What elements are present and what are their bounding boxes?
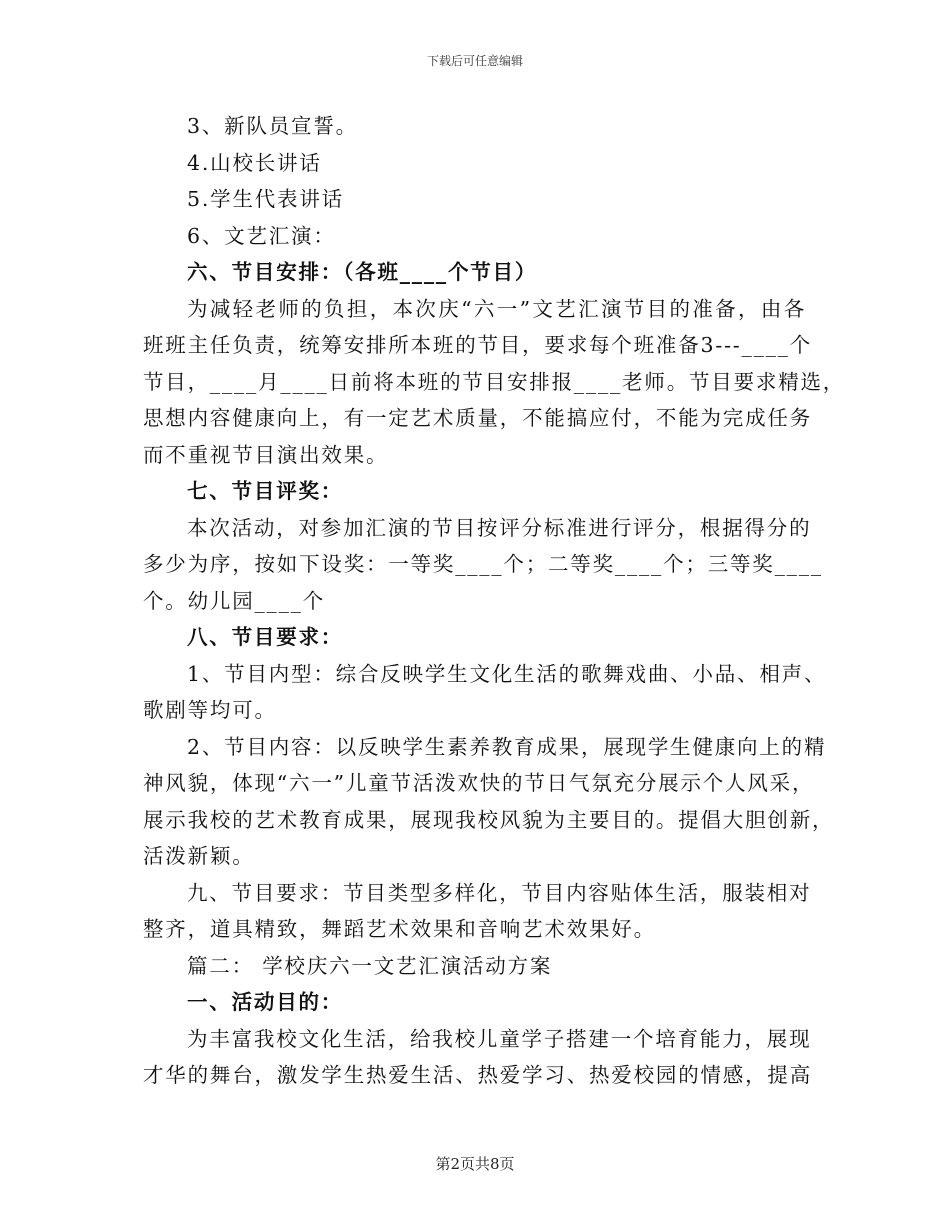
paragraph-line: 活泼新颖。 (143, 844, 255, 868)
paragraph-line: 2、节目内容：以反映学生素养教育成果，展现学生健康向上的精 (187, 734, 827, 759)
paragraph-line: 为减轻老师的负担，本次庆“六一”文艺汇演节目的准备，由各 (187, 296, 806, 321)
list-item: 6、文艺汇演： (187, 223, 336, 248)
paragraph-line: 本次活动，对参加汇演的节目按评分标准进行评分，根据得分的 (187, 515, 812, 540)
document-body (143, 108, 846, 1094)
subtitle: 篇二： 学校庆六一文艺汇演活动方案 (187, 953, 553, 978)
paragraph-line: 而不重视节目演出效果。 (143, 442, 389, 467)
paragraph-line: 多少为序，按如下设奖：一等奖____个；二等奖____个；三等奖____ (143, 552, 823, 576)
list-item: 3、新队员宣誓。 (187, 114, 358, 138)
paragraph-line: 班班主任负责，统筹安排所本班的节目，要求每个班准备3---____个 (143, 333, 813, 357)
paragraph-line: 个。幼儿园____个 (143, 588, 325, 613)
paragraph-line: 九、节目要求：节目类型多样化，节目内容贴体生活，服装相对 (187, 880, 812, 905)
list-item: 5.学生代表讲话 (187, 187, 344, 211)
paragraph-line: 歌剧等均可。 (143, 698, 277, 722)
paragraph-line: 整齐，道具精致，舞蹈艺术效果和音响艺术效果好。 (143, 917, 656, 941)
paragraph-line: 神风貌，体现“六一”儿童节活泼欢快的节日气氛充分展示个人风采， (143, 771, 815, 795)
list-item: 4.山校长讲话 (187, 150, 322, 175)
section-heading: 七、节目评奖： (187, 479, 344, 503)
section-heading: 一、活动目的： (187, 990, 344, 1014)
paragraph-line: 展示我校的艺术教育成果，展现我校风貌为主要目的。提倡大胆创新， (143, 807, 835, 832)
paragraph-line: 思想内容健康向上，有一定艺术质量，不能搞应付，不能为完成任务 (143, 406, 812, 430)
page-header: 下载后可任意编辑 (426, 54, 523, 68)
paragraph-line: 为丰富我校文化生活，给我校儿童学子搭建一个培育能力，展现 (187, 1026, 812, 1051)
section-heading: 八、节目要求： (187, 625, 344, 649)
paragraph-line: 节目，____月____日前将本班的节目安排报____老师。节目要求精选， (143, 369, 846, 394)
paragraph-line: 1、节目内型：综合反映学生文化生活的歌舞戏曲、小品、相声、 (187, 661, 827, 686)
paragraph-line: 才华的舞台，激发学生热爱生活、热爱学习、热爱校园的情感，提高 (143, 1063, 812, 1087)
page-footer: 第2页共8页 (435, 1155, 515, 1173)
section-heading: 六、节目安排：（各班____个节目） (187, 260, 538, 284)
